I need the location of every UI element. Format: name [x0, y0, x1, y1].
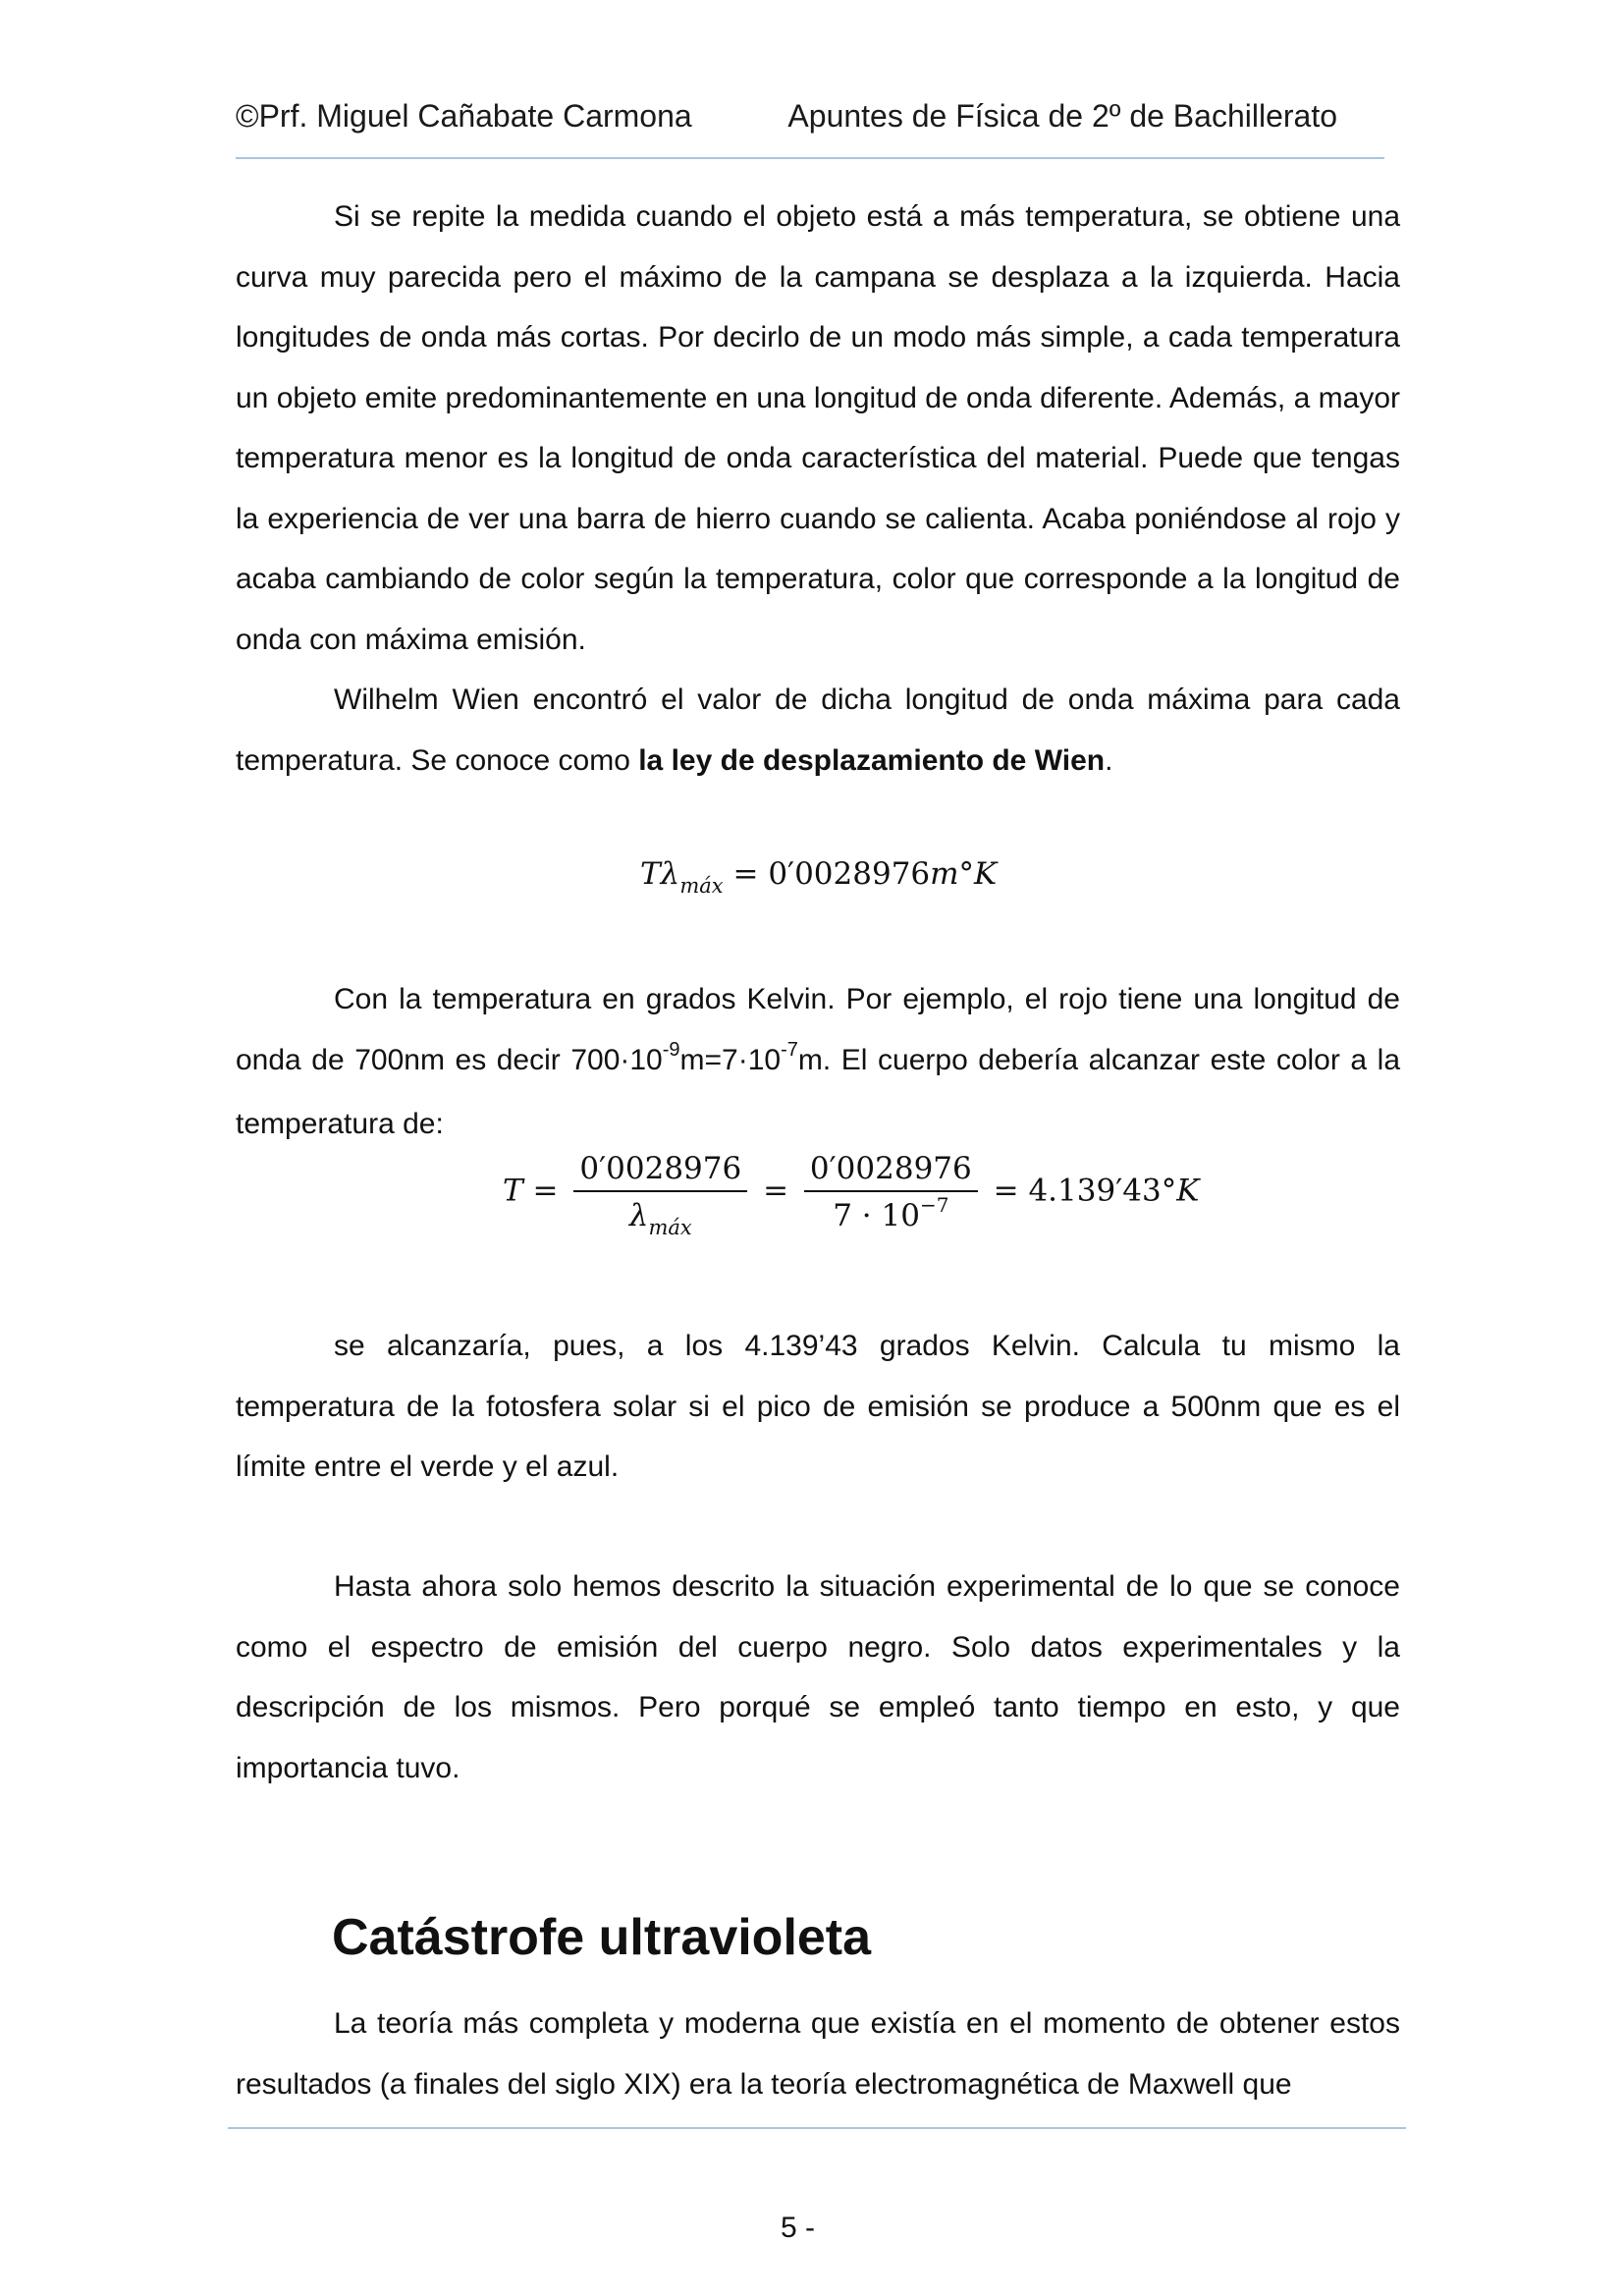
red-example-part3: m. El cuerpo debería alcanzar este color a la temperatura de:	[236, 1043, 1400, 1140]
page-number: 5 -	[781, 2212, 816, 2244]
header-divider	[236, 157, 1384, 159]
eq2-frac2-den-base: 7 · 10	[833, 1198, 920, 1233]
eq2-lhs: T	[503, 1173, 523, 1209]
eq1-rhs-value: 0′0028976	[768, 856, 931, 892]
header-course-title: Apuntes de Física de 2º de Bachillerato	[787, 98, 1337, 134]
eq1-equals: =	[732, 856, 759, 892]
paragraph-result-exercise: se alcanzaría, pues, a los 4.139’43 grados Kelvin. Calcula tu mismo la temperatura de la fotosfera solar si el pico de emisión se produce a 500nm que es el límite entre el verde y el azul.	[236, 1330, 1400, 1483]
eq1-lhs-var: Tλ	[640, 856, 680, 892]
paragraph-red-example	[236, 969, 1400, 1155]
red-example-exponent2: -7	[781, 1038, 798, 1061]
eq2-fraction-2	[804, 1151, 978, 1233]
red-example-part1: Con la temperatura en grados Kelvin. Por ejemplo, el rojo tiene una longitud de onda de 700nm es decir 700·10	[236, 983, 1400, 1076]
header-author: ©Prf. Miguel Cañabate Carmona	[236, 98, 692, 134]
eq2-fraction-1	[573, 1151, 747, 1239]
page-header	[236, 98, 1382, 139]
wien-law-bold: la ley de desplazamiento de Wien	[638, 743, 1106, 777]
eq2-frac1-denominator	[573, 1192, 747, 1239]
eq2-result-value: 4.139′43	[1028, 1173, 1162, 1209]
eq2-frac2-denominator	[804, 1192, 978, 1233]
paragraph-maxwell-theory: La teoría más completa y moderna que existía en el momento de obtener estos resultados (a finales del siglo XIX) era la teoría electromagnética de Maxwell que	[236, 2007, 1400, 2101]
paragraph-temperature-shift: Si se repite la medida cuando el objeto está a más temperatura, se obtiene una curva muy parecida pero el máximo de la campana se desplaza a la izquierda. Hacia longitudes de onda más cortas. Por decirlo de un modo más simple, a cada temperatura un objeto emite predominantemente en una longitud de onda diferente. Además, a mayor temperatura menor es la longitud de onda característica del material. Puede que tengas la experiencia de ver una barra de hierro cuando se calienta. Acaba poniéndose al rojo y acaba cambiando de color según la temperatura, color que corresponde a la longitud de onda con máxima emisión.	[236, 200, 1400, 656]
eq2-equals-1: =	[532, 1173, 559, 1209]
eq2-equals-2: =	[763, 1173, 789, 1209]
wien-law-equation	[640, 856, 998, 898]
paragraph-wien-law	[236, 670, 1400, 791]
eq2-equals-3: =	[993, 1173, 1019, 1209]
eq1-rhs-units: m°K	[930, 856, 998, 892]
eq2-frac1-den-var: λ	[628, 1198, 649, 1233]
red-example-exponent1: -9	[662, 1038, 680, 1061]
temperature-calculation-equation	[503, 1151, 1200, 1239]
wien-text-before: Wilhelm Wien encontró el valor de dicha longitud de onda máxima para cada temperatura. Se conoce como	[236, 683, 1400, 777]
eq2-frac1-numerator: 0′0028976	[573, 1151, 747, 1192]
paragraph-experimental-summary: Hasta ahora solo hemos descrito la situación experimental de lo que se conoce como el espectro de emisión del cuerpo negro. Solo datos experimentales y la descripción de los mismos. Pero porqué se empleó tanto tiempo en esto, y que importancia tuvo.	[236, 1570, 1400, 1784]
eq2-frac2-den-exponent: −7	[919, 1193, 949, 1217]
wien-text-after: .	[1105, 743, 1113, 777]
eq1-lhs-sub: máx	[679, 874, 724, 898]
eq2-result-units: °K	[1161, 1173, 1200, 1209]
eq2-frac1-den-sub: máx	[648, 1216, 692, 1239]
red-example-part2: m=7·10	[679, 1043, 782, 1076]
section-heading: Catástrofe ultravioleta	[332, 1909, 872, 1966]
footer-divider	[228, 2127, 1406, 2129]
eq2-frac2-numerator: 0′0028976	[804, 1151, 978, 1192]
